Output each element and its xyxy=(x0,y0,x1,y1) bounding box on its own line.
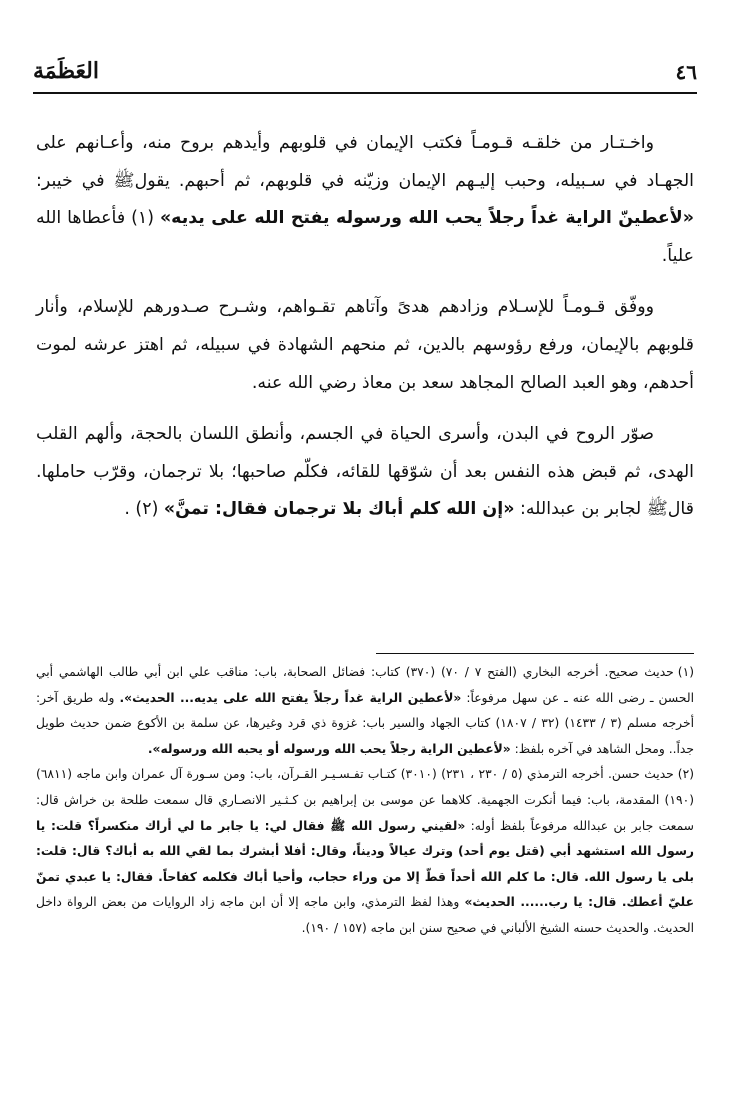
footnotes xyxy=(36,660,694,942)
paragraph-2: ووفّق قـومـاً للإسـلام وزادهم هدىً وآتاهم تقـواهم، وشـرح صـدورهم للإسلام، وأنار قلوبهم بالإيمان، ورفع رؤوسهم بالدين، ثم منحهم الشهادة في سبيله، ثم اهتز عرشه لموت أحدهم، وهو العبد الصالح المجاهد سعد بن معاذ رضي الله عنه. xyxy=(36,297,694,393)
paragraph-3-text: صوّر الروح في البدن، وأسرى الحياة في الجسم، وأنطق اللسان بالحجة، وألهم القلب الهدى، ثم قبض هذه النفس بعد أن شوّقها للقائه، فكلّم صاحبها؛ بلا ترجمان، وقرّب حاملها. قالﷺ لجابر بن عبدالله: xyxy=(36,424,694,520)
footnote-2-quote: «لقيني رسول الله ﷺ فقال لي: يا جابر ما لي أراك منكسراً؟ قلت: يا رسول الله استشهد أبي (قتل يوم أحد) وترك عيالاً وديناً، وقال: أفلا أبشرك بما لقي الله به أباك؟ قال: قلت: بلى يا رسول الله. قال: ما كلم الله أحداً قطّ إلا من وراء حجاب، وأحيا أباك فكلمه كفاحاً. فقال: يا عبدي تمنّ عليّ أعطك. قال: يا رب...... الحديث» xyxy=(36,818,694,910)
running-title: العَظَمَة xyxy=(33,58,99,84)
footnote-ref-1: (١) xyxy=(125,208,160,229)
page-number: ٤٦ xyxy=(675,60,697,84)
paragraph-1-end: فأعطاها الله علياً. xyxy=(36,208,694,266)
footnote-1-quote-2: «لأعطين الراية رجلاً يحب الله ورسوله أو يحبه الله ورسوله». xyxy=(147,741,511,756)
footnote-1-number: (١) xyxy=(677,665,694,679)
footnote-2-text: حديث حسن. أخرجه الترمذي (٥ / ٢٣٠ ، ٢٣١) (٣٠١٠) كتـاب تفـسـيـر القـرآن، باب: ومن سـورة آل عمران وابن ماجه (٦٨١١) (١٩٠) المقدمة، باب: فيما أنكرت الجهمية. كلاهما عن موسى بن إبراهيم بن كـثـير الانصـاري قال سمعت طلحة بن خراش قال: سمعت جابر بن عبدالله مرفوعاً بلفظ أوله: xyxy=(36,767,694,833)
footnote-separator xyxy=(376,653,694,654)
page-header xyxy=(33,58,697,94)
footnote-ref-2: (٢) . xyxy=(124,499,164,520)
hadith-quote-2: «إن الله كلم أباك بلا ترجمان فقال: تمنَّ» xyxy=(163,499,515,520)
paragraph-3 xyxy=(36,416,694,529)
main-text xyxy=(36,125,694,543)
paragraph-1 xyxy=(36,125,694,275)
footnote-1-text: حديث صحيح. أخرجه البخاري (الفتح ٧ / ٧٠) (٣٧٠) كتاب: فضائل الصحابة، باب: مناقب علي ابن أبي طالب الهاشمي أبي الحسن ـ رضى الله عنه ـ عن سهل مرفوعاً: xyxy=(36,665,694,705)
footnote-2-number: (٢) xyxy=(677,767,694,782)
footnote-1-text-2: وله طريق آخر: أخرجه مسلم (٣ / ١٤٣٣) (٣٢ / ١٨٠٧) كتاب الجهاد والسير باب: غزوة ذي قرد وغيرها، عن سلمة بن الأكوع ضمن حديث طويل جداً.. ومحل الشاهد في آخره بلفظ: xyxy=(36,690,694,756)
paragraph-1-text: واخـتـار من خلقـه قـومـاً فكتب الإيمان في قلوبهم وأيدهم بروح منه، وأعـانهم على الجهـاد في سـبيله، وحبب إليـهم الإيمان وزيّنه في قلوبهم، ثم أحبهم. يقولﷺ في خيبر: xyxy=(36,133,694,191)
footnote-1 xyxy=(36,660,694,762)
footnote-1-quote: «لأعطين الراية غداً رجلاً يفتح الله على يديه... الحديث». xyxy=(119,690,462,705)
footnote-2-text-2: وهذا لفظ الترمذي، وابن ماجه إلا أن ابن ماجه زاد الروايات من بعض الرواة داخل الحديث. والحديث حسنه الشيخ الألباني في صحيح سنن ابن ماجه (١٥٧ / ١٩٠). xyxy=(36,895,694,935)
hadith-quote-1: «لأعطينّ الراية غداً رجلاً يحب الله ورسوله يفتح الله على يديه» xyxy=(159,208,694,229)
footnote-2 xyxy=(36,762,694,941)
